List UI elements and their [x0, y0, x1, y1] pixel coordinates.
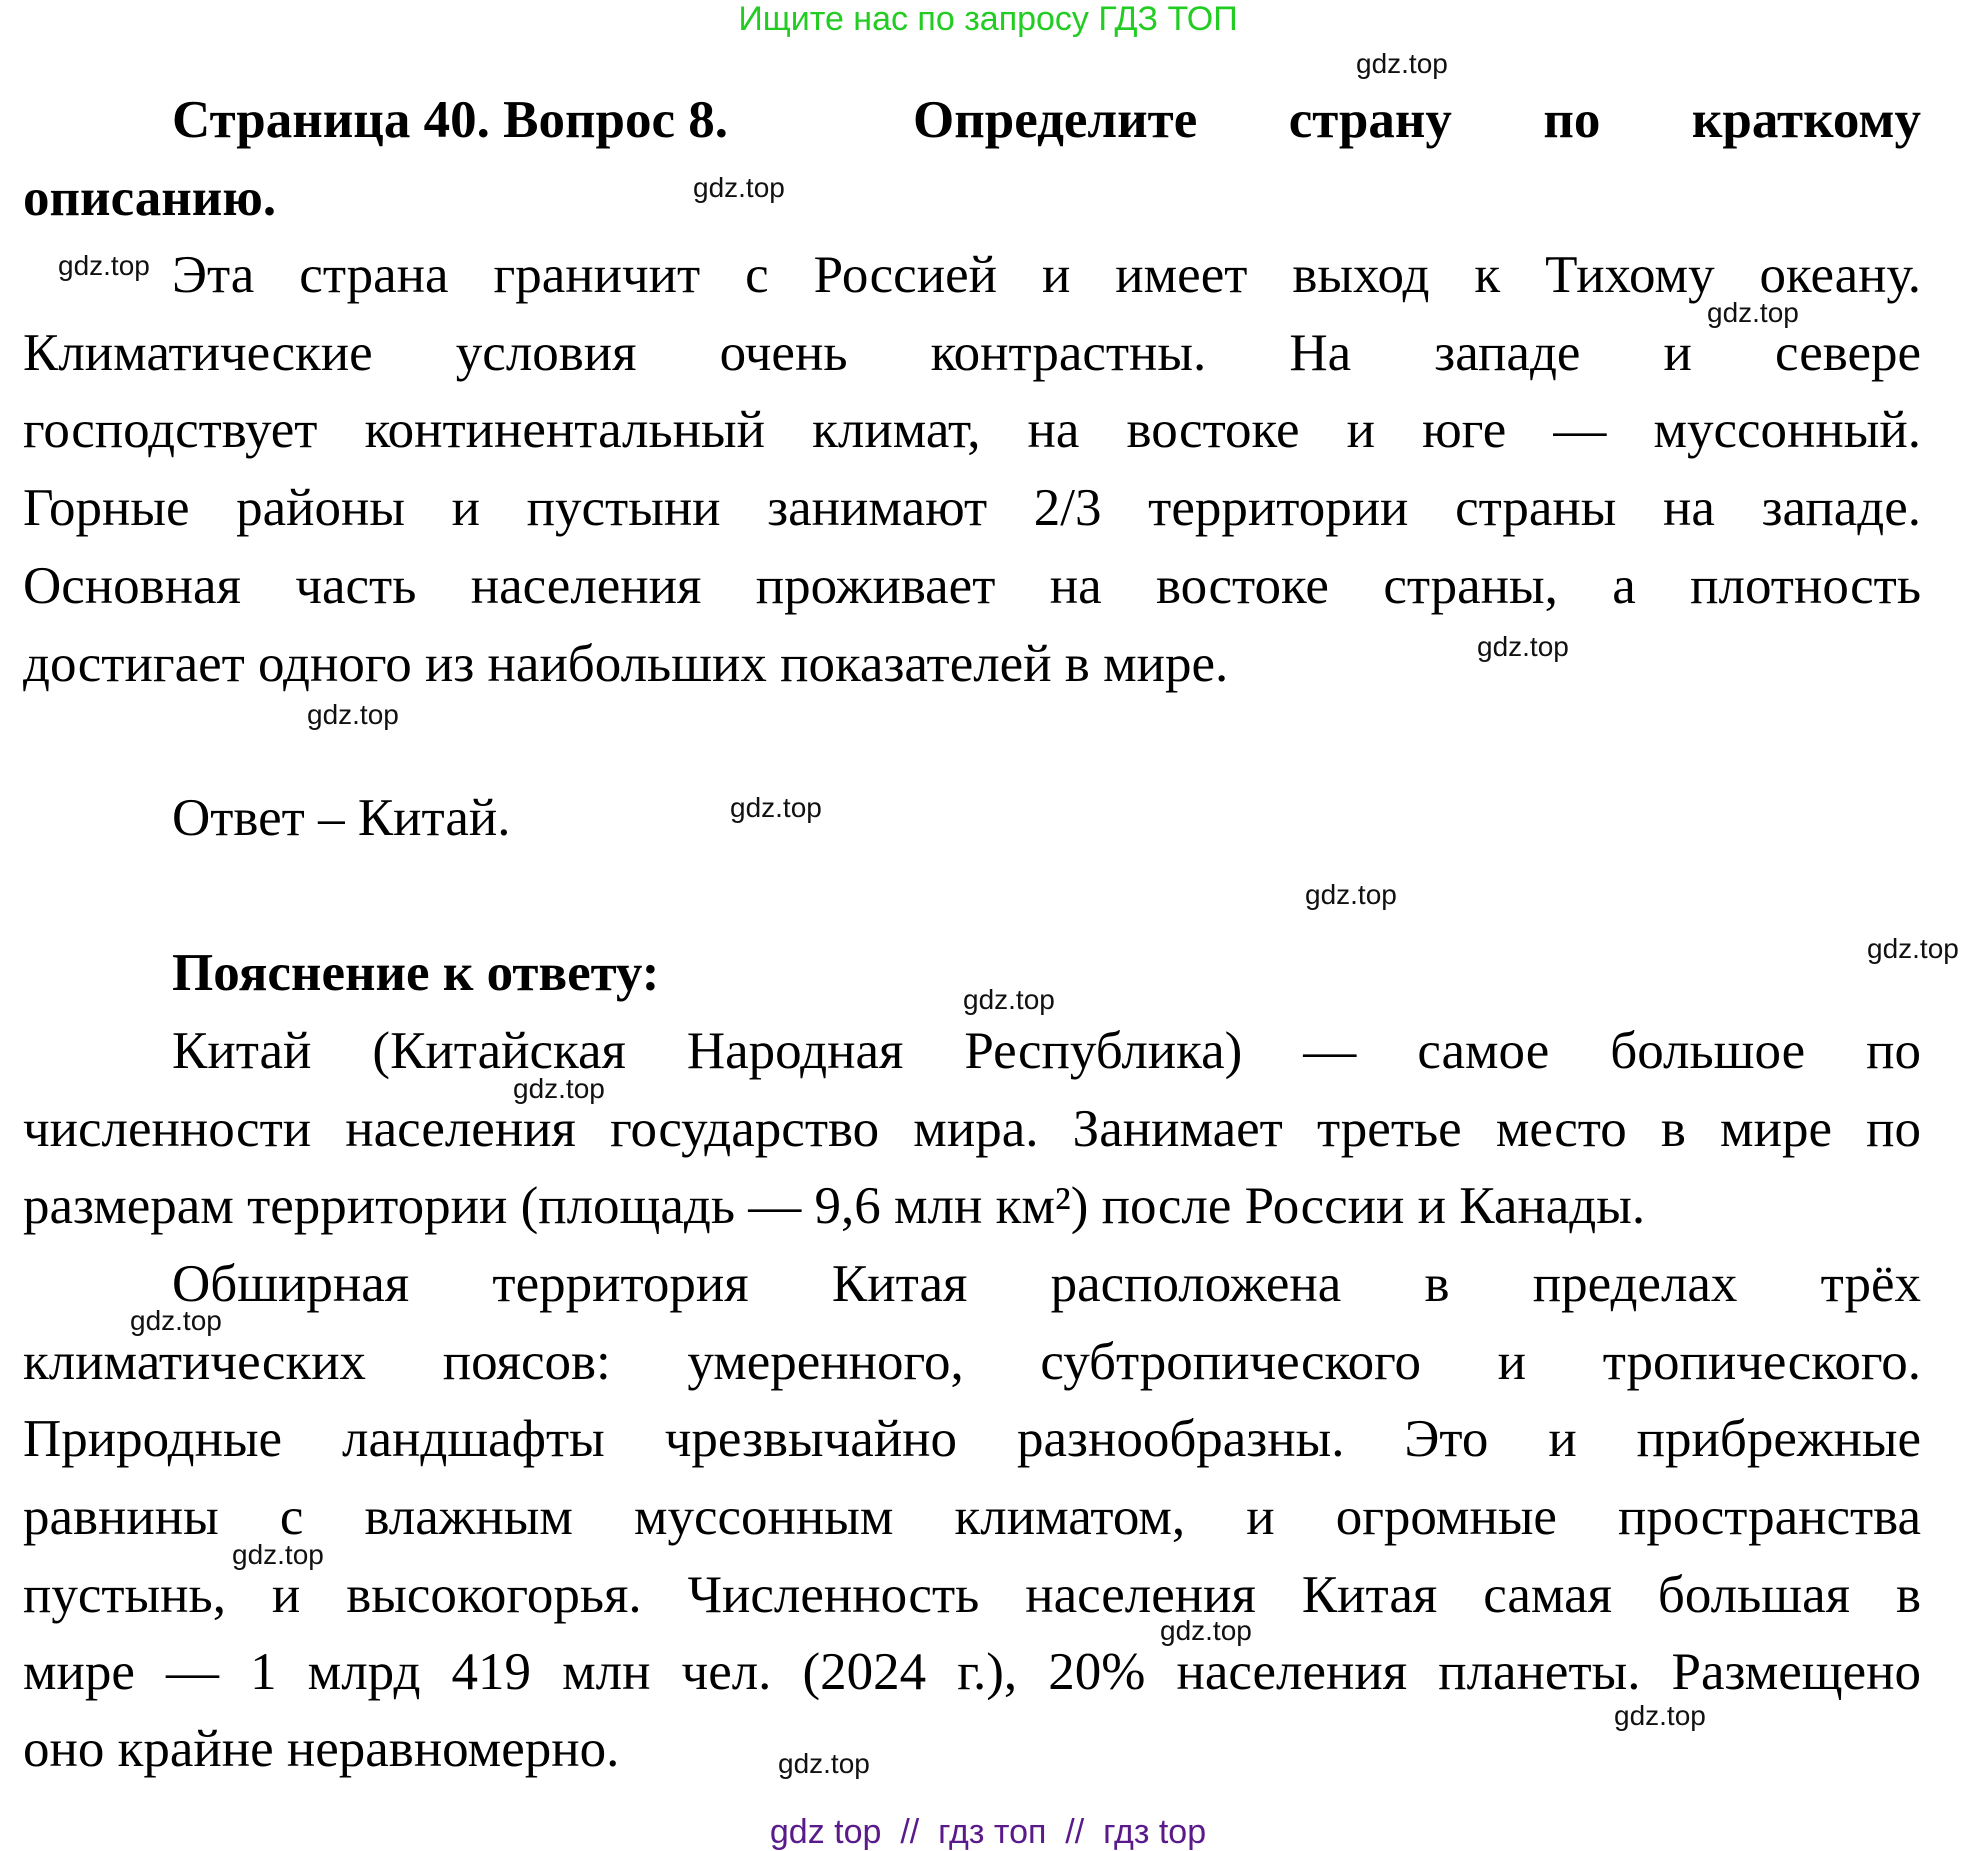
footer-links: [0, 1815, 1976, 1849]
footer-link-gdz-top-mixed[interactable]: гдз top: [1103, 1813, 1207, 1851]
page-title: Страница 40. Вопрос 8.: [172, 91, 728, 149]
watermark: gdz.top: [1614, 1700, 1706, 1731]
watermark: gdz.top: [1160, 1615, 1252, 1646]
question-line: Эта страна граничит с Россией и имеет выход к Тихому океану.: [172, 246, 1921, 304]
watermark: gdz.top: [1867, 933, 1959, 964]
footer-link-gdz-top[interactable]: gdz top: [769, 1813, 882, 1851]
watermark: gdz.top: [778, 1748, 870, 1779]
question-line: Основная часть населения проживает на востоке страны, а плотность: [23, 557, 1921, 615]
watermark: gdz.top: [513, 1073, 605, 1104]
explanation-line: пустынь, и высокогорья. Численность населения Китая самая большая в: [23, 1566, 1921, 1624]
watermark: gdz.top: [130, 1305, 222, 1336]
explanation-line: Китай (Китайская Народная Республика) — самое большое по: [172, 1022, 1921, 1080]
explanation-line: Природные ландшафты чрезвычайно разнообразны. Это и прибрежные: [23, 1410, 1921, 1468]
watermark: gdz.top: [693, 172, 785, 203]
watermark: gdz.top: [963, 984, 1055, 1015]
footer-separator: //: [1065, 1813, 1085, 1851]
watermark: gdz.top: [1477, 631, 1569, 662]
watermark: gdz.top: [307, 699, 399, 730]
watermark: gdz.top: [1707, 297, 1799, 328]
page-title-continued: описанию.: [23, 169, 277, 227]
question-line: господствует континентальный климат, на востоке и юге — муссонный.: [23, 401, 1921, 459]
explanation-heading: Пояснение к ответу:: [172, 944, 660, 1002]
question-line: Горные районы и пустыни занимают 2/3 территории страны на западе.: [23, 479, 1921, 537]
explanation-line: размерам территории (площадь — 9,6 млн км²) после России и Канады.: [23, 1177, 1646, 1235]
explanation-line: мире — 1 млрд 419 млн чел. (2024 г.), 20% населения планеты. Размещено: [23, 1643, 1921, 1701]
footer-separator: //: [900, 1813, 920, 1851]
question-line: достигает одного из наибольших показателей в мире.: [23, 635, 1229, 693]
answer: Ответ – Китай.: [172, 789, 511, 847]
footer-link-gdz-top-ru[interactable]: гдз топ: [938, 1813, 1047, 1851]
question-line: Климатические условия очень контрастны. На западе и севере: [23, 324, 1921, 382]
watermark: gdz.top: [58, 250, 150, 281]
watermark: gdz.top: [730, 792, 822, 823]
explanation-line: Обширная территория Китая расположена в пределах трёх: [172, 1255, 1921, 1313]
page-title-question: Определите страну по краткому: [913, 91, 1921, 149]
explanation-line: климатических поясов: умеренного, субтропического и тропического.: [23, 1333, 1921, 1391]
watermark: gdz.top: [1305, 879, 1397, 910]
explanation-line: оно крайне неравномерно.: [23, 1720, 620, 1778]
watermark: gdz.top: [1356, 48, 1448, 79]
explanation-line: равнины с влажным муссонным климатом, и огромные пространства: [23, 1488, 1921, 1546]
search-banner: Ищите нас по запросу ГДЗ ТОП: [738, 0, 1238, 38]
explanation-line: численности населения государство мира. Занимает третье место в мире по: [23, 1100, 1921, 1158]
watermark: gdz.top: [232, 1539, 324, 1570]
